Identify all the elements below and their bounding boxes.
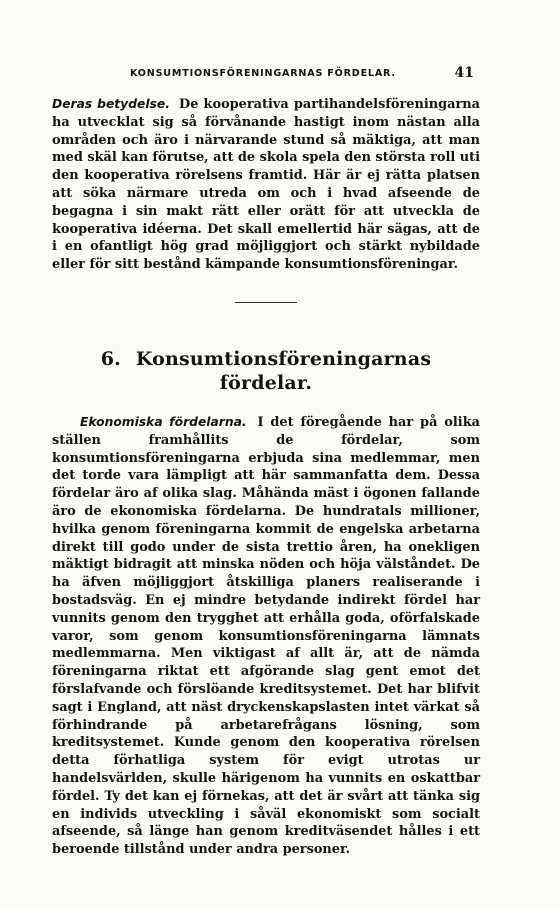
page-number: 41 bbox=[454, 65, 474, 81]
paragraph-deras-betydelse bbox=[52, 96, 480, 274]
paragraph-body: I det föregående har på olika ställen framhållits de fördelar, som konsumtionsföreningarna erbjuda sina medlemmar, men det torde vara lämpligt att här sammanfatta dem. Dessa fördelar äro af olika slag. Måhända mäst i ögonen fallande äro de ekonomiska fördelarna. De hundratals millioner, hvilka genom föreningarna kommit de engelska arbetarna direkt till godo under de sista trettio åren, ha onekligen mäktigt bidragit att minska nöden och höja välståndet. De ha äfven möjliggjort åtskilliga planers realiserande i bostadsväg. En ej mindre betydande indirekt fördel har vunnits genom den trygghet att erhålla goda, oförfalskade varor, som genom konsumtionsföreningarna lämnats medlemmarna. Men viktigast af allt är, att de nämda föreningarna riktat ett afgörande slag gent emot det förslafvande och förslöande kreditsystemet. Det har blifvit sagt i England, att näst dryckenskapslasten intet värkat så förhindrande på arbetarefrågans lösning, som kreditsystemet. Kunde genom den kooperativa rörelsen detta förhatliga system för evigt utrotas ur handelsvärlden, skulle härigenom ha vunnits en oskattbar fördel. Ty det kan ej förnekas, att det är svårt att tänka sig en individs utveckling i såväl ekonomiskt som socialt afseende, så länge han genom kreditväsendet hålles i ett beroende tillstånd under andra personer. bbox=[52, 414, 480, 858]
paragraph-ekonomiska-fordelarna bbox=[52, 414, 480, 859]
chapter-title: Konsumtionsföreningarnas fördelar. bbox=[135, 347, 432, 394]
chapter-number: 6. bbox=[100, 347, 121, 370]
chapter-heading bbox=[52, 347, 480, 395]
running-header bbox=[52, 66, 480, 84]
paragraph-body: De kooperativa partihandelsföreningarna ha utvecklat sig så förvånande hastigt inom nästan alla områden och äro i närvarande stund så mäktiga, att man med skäl kan förutse, att de skola spela den största roll uti den kooperativa rörelsens framtid. Här är ej rätta platsen att söka närmare utreda om och i hvad afseende de begagna i sin makt rätt eller orätt för att utveckla de kooperativa idéerna. Det skall emellertid här sägas, att de i en ofantligt hög grad möjliggjort och stärkt nybildade eller för sitt bestånd kämpande konsumtionsföreningar. bbox=[52, 97, 480, 273]
page-content bbox=[52, 66, 480, 859]
paragraph-lead: Deras betydelse. bbox=[52, 97, 170, 111]
section-divider bbox=[235, 302, 297, 303]
paragraph-lead: Ekonomiska fördelarna. bbox=[80, 414, 247, 429]
running-title: KONSUMTIONSFÖRENINGARNAS FÖRDELAR. bbox=[130, 68, 396, 79]
